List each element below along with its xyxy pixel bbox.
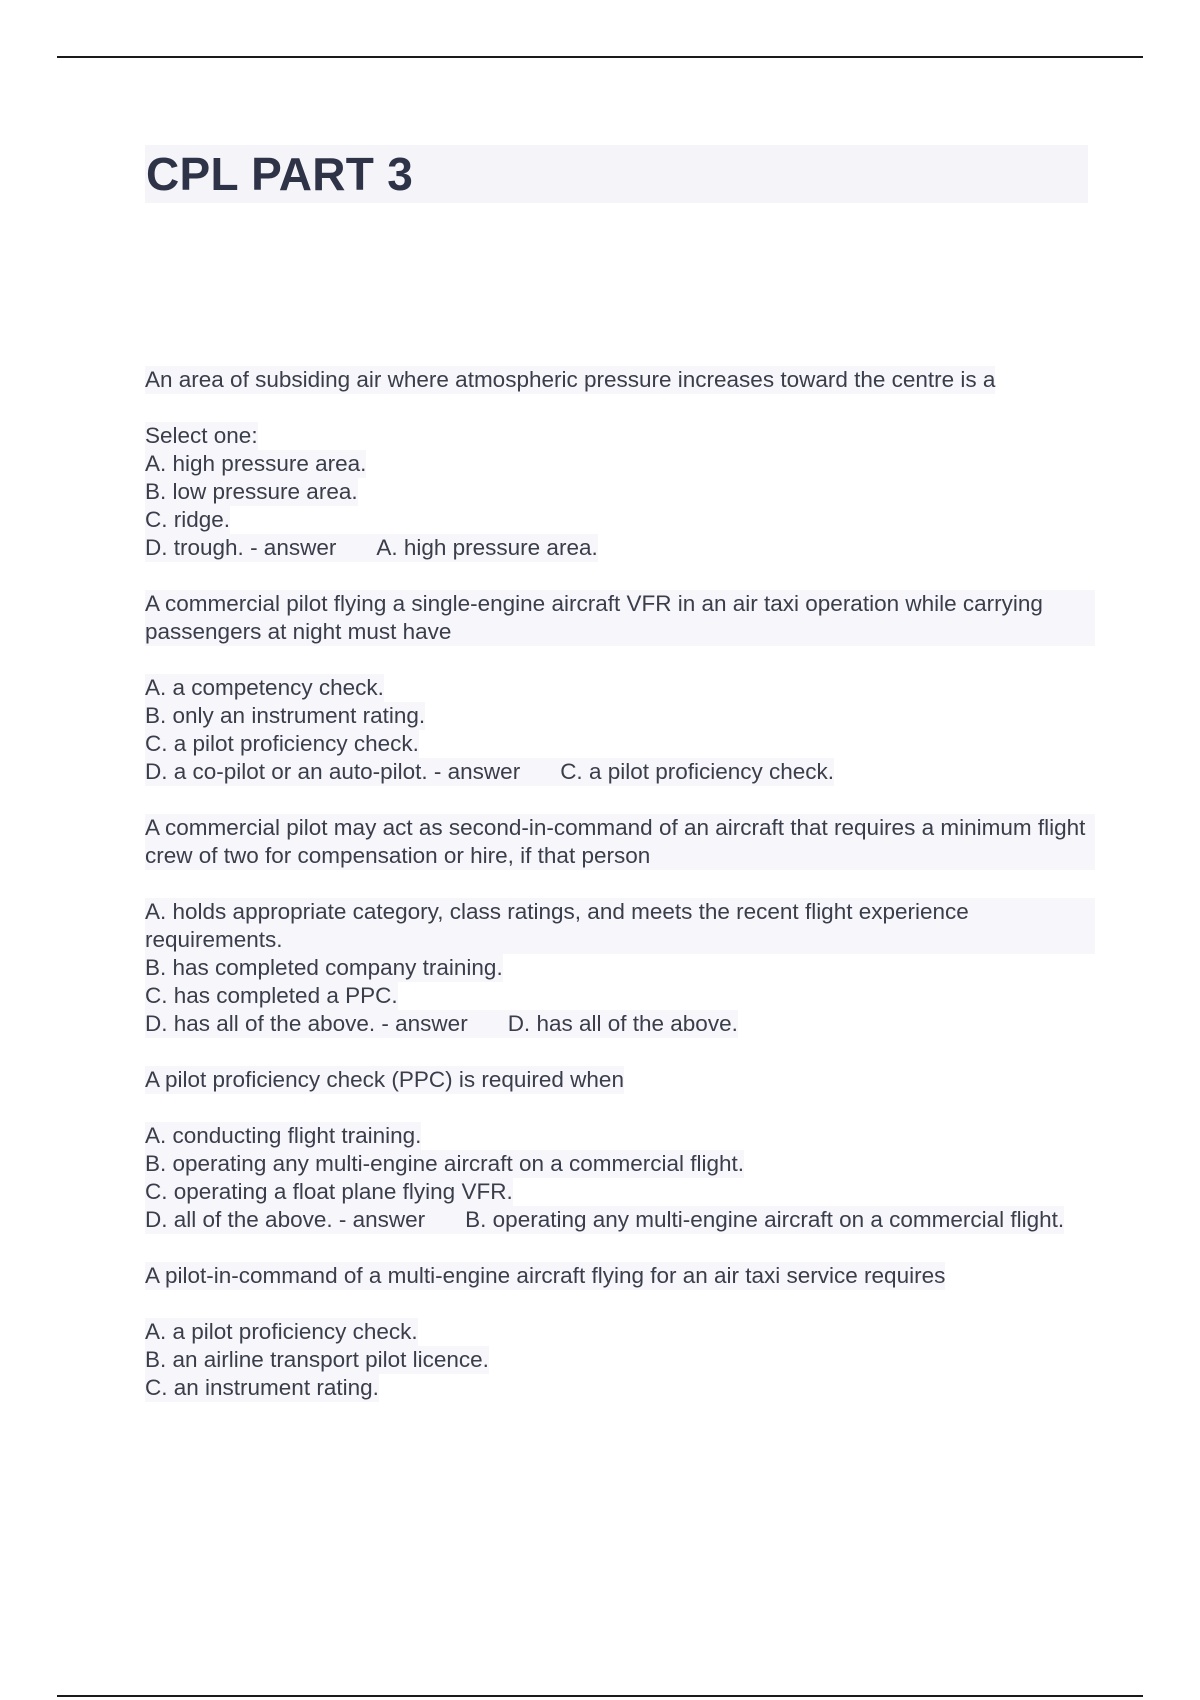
question-block-1 (145, 366, 1095, 562)
option-c: C. an instrument rating. (145, 1375, 379, 1400)
option-d-with-answer (145, 758, 834, 786)
option-b: B. low pressure area. (145, 479, 358, 504)
option-c: C. ridge. (145, 507, 231, 532)
answer-marker: - answer (375, 1011, 468, 1036)
question-text: A pilot-in-command of a multi-engine aircraft flying for an air taxi service requires (145, 1263, 946, 1288)
answer-marker: - answer (332, 1207, 426, 1232)
option-d: D. all of the above. (145, 1207, 333, 1232)
option-list (145, 1318, 1095, 1402)
header-rule (57, 56, 1143, 58)
option-c: C. operating a float plane flying VFR. (145, 1179, 513, 1204)
option-c: C. has completed a PPC. (145, 983, 398, 1008)
option-a: A. holds appropriate category, class ratings, and meets the recent flight experience requirements. (145, 898, 1095, 954)
option-d-with-answer (145, 1206, 1064, 1234)
option-a: A. a pilot proficiency check. (145, 1319, 418, 1344)
option-b: B. has completed company training. (145, 955, 503, 980)
answer-text: A. high pressure area. (376, 535, 598, 560)
option-list (145, 898, 1095, 1038)
answer-marker: - answer (427, 759, 521, 784)
option-list (145, 674, 1095, 786)
option-list (145, 1122, 1095, 1234)
question-text: A commercial pilot flying a single-engine aircraft VFR in an air taxi operation while carrying passengers at night must have (145, 590, 1095, 646)
select-instruction: Select one: (145, 423, 258, 448)
option-b: B. only an instrument rating. (145, 703, 426, 728)
question-block-5 (145, 1262, 1095, 1402)
answer-marker: - answer (243, 535, 337, 560)
footer-rule (57, 1695, 1143, 1697)
answer-text: D. has all of the above. (507, 1011, 738, 1036)
question-block-4 (145, 1066, 1095, 1234)
option-d: D. trough. (145, 535, 244, 560)
option-d: D. a co-pilot or an auto-pilot. (145, 759, 428, 784)
question-text: An area of subsiding air where atmospheric pressure increases toward the centre is a (145, 367, 996, 392)
option-d-with-answer (145, 1010, 738, 1038)
question-block-3 (145, 814, 1095, 1038)
question-list (145, 366, 1095, 1430)
option-list (145, 450, 1095, 562)
option-d-with-answer (145, 534, 598, 562)
option-a: A. high pressure area. (145, 451, 367, 476)
question-text: A pilot proficiency check (PPC) is required when (145, 1067, 624, 1092)
option-d: D. has all of the above. (145, 1011, 376, 1036)
document-title: CPL PART 3 (146, 148, 414, 200)
question-text: A commercial pilot may act as second-in-command of an aircraft that requires a minimum flight crew of two for compensation or hire, if that person (145, 814, 1095, 870)
answer-text: B. operating any multi-engine aircraft on a commercial flight. (465, 1207, 1065, 1232)
answer-text: C. a pilot proficiency check. (560, 759, 835, 784)
option-b: B. an airline transport pilot licence. (145, 1347, 489, 1372)
option-a: A. conducting flight training. (145, 1123, 422, 1148)
question-block-2 (145, 590, 1095, 786)
option-a: A. a competency check. (145, 675, 384, 700)
option-c: C. a pilot proficiency check. (145, 731, 419, 756)
option-b: B. operating any multi-engine aircraft on a commercial flight. (145, 1151, 745, 1176)
